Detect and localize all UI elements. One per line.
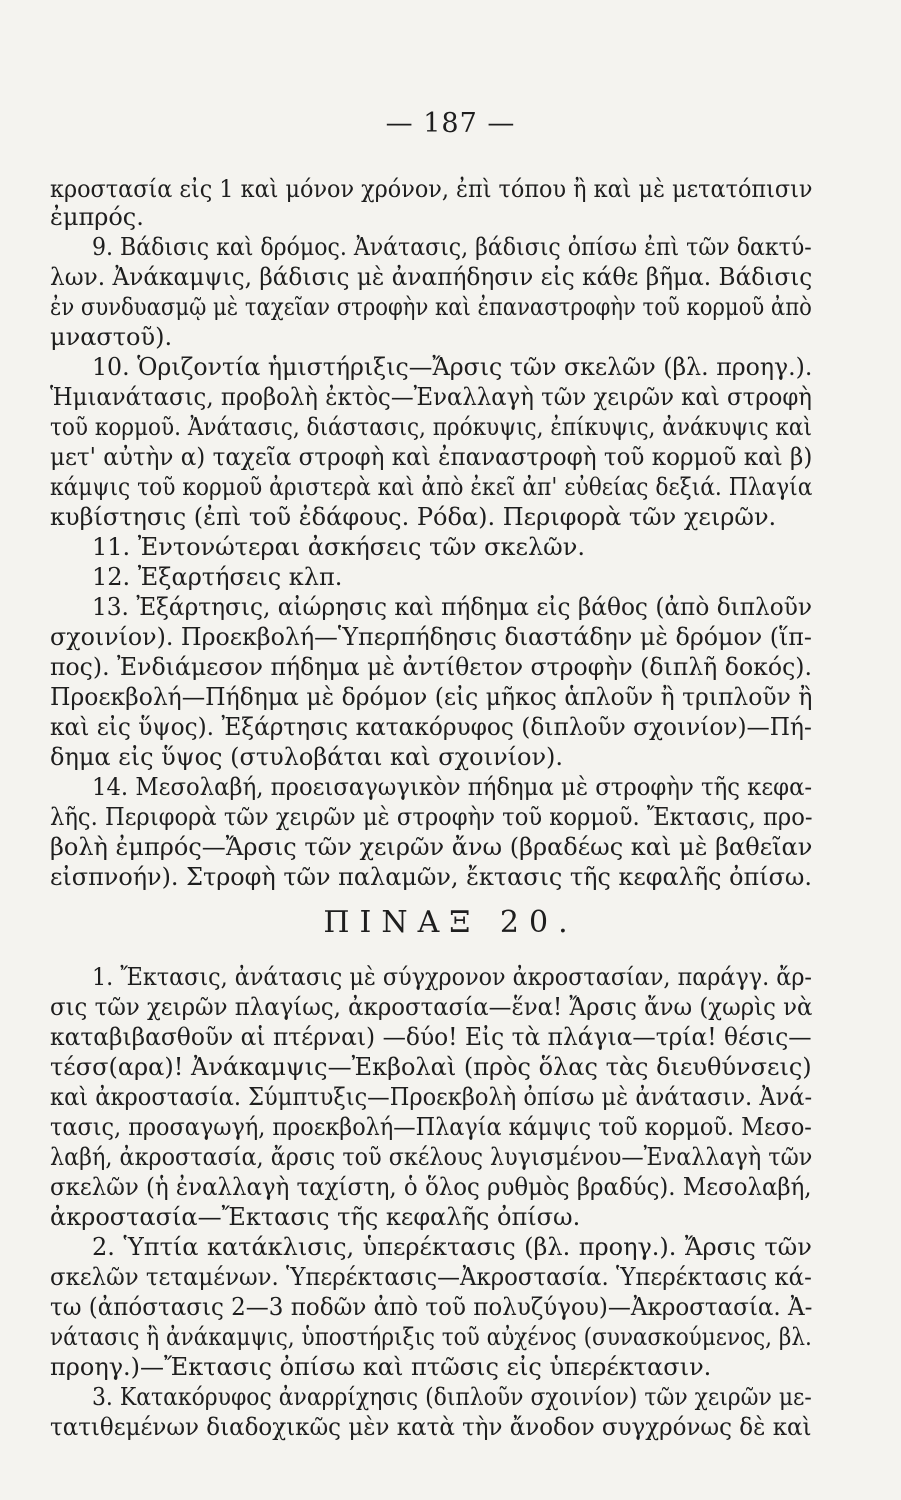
- text-line: καὶ εἰς ὕψος). Ἐξάρτησις κατακόρυφος (διπλοῦν σχοινίον)—Πή-: [50, 713, 812, 741]
- text-line: εἰσπνοήν). Στροφὴ τῶν παλαμῶν, ἔκτασις τῆς κεφαλῆς ὀπίσω.: [50, 863, 813, 891]
- text-line: βολὴ ἐμπρός—Ἄρσις τῶν χειρῶν ἄνω (βραδέως καὶ μὲ βαθεῖαν: [50, 833, 813, 861]
- text-line: Ἡμιανάτασις, προβολὴ ἐκτὸς—Ἐναλλαγὴ τῶν χειρῶν καὶ στροφὴ: [50, 383, 812, 411]
- text-line: τασις, προσαγωγή, προεκβολή—Πλαγία κάμψις τοῦ κορμοῦ. Μεσο-: [50, 1113, 812, 1141]
- text-line: τοῦ κορμοῦ. Ἀνάτασις, διάστασις, πρόκυψις, ἐπίκυψις, ἀνάκυψις καὶ: [50, 413, 812, 441]
- text-line: κάμψις τοῦ κορμοῦ ἀριστερὰ καὶ ἀπὸ ἐκεῖ ἀπ' εὐθείας δεξιά. Πλαγία: [50, 473, 813, 501]
- text-line: νάτασις ἢ ἀνάκαμψις, ὑποστήριξις τοῦ αὐχένος (συνασκούμενος, βλ.: [50, 1323, 812, 1351]
- text-line: 12. Ἐξαρτήσεις κλπ.: [92, 563, 343, 591]
- text-line: Προεκβολή—Πήδημα μὲ δρόμον (εἰς μῆκος ἁπλοῦν ἢ τριπλοῦν ἢ: [50, 683, 813, 711]
- text-line: λων. Ἀνάκαμψις, βάδισις μὲ ἀναπήδησιν εἰς κάθε βῆμα. Βάδισις: [50, 263, 813, 291]
- text-line: λαβή, ἀκροστασία, ἄρσις τοῦ σκέλους λυγισμένου—Ἐναλλαγὴ τῶν: [50, 1143, 813, 1171]
- text-line: σχοινίον). Προεκβολή—Ὑπερπήδησις διαστάδην μὲ δρόμον (ἵπ-: [50, 623, 812, 651]
- page-number: — 187 —: [385, 108, 516, 139]
- text-line: ἐμπρός.: [50, 203, 144, 231]
- text-line: σκελῶν (ἡ ἐναλλαγὴ ταχίστη, ὁ ὅλος ρυθμὸς βραδύς). Μεσολαβή,: [50, 1173, 812, 1201]
- text-line: προηγ.)—Ἔκτασις ὀπίσω καὶ πτῶσις εἰς ὑπερέκτασιν.: [50, 1353, 712, 1381]
- text-line: κροστασία εἰς 1 καὶ μόνον χρόνον, ἐπὶ τόπου ἢ καὶ μὲ μετατόπισιν: [50, 175, 813, 203]
- text-line: 13. Ἐξάρτησις, αἰώρησις καὶ πήδημα εἰς βάθος (ἀπὸ διπλοῦν: [92, 593, 812, 621]
- text-line: μετ' αὐτὴν α) ταχεῖα στροφὴ καὶ ἐπαναστροφὴ τοῦ κορμοῦ καὶ β): [50, 443, 813, 471]
- text-line: καταβιβασθοῦν αἱ πτέρναι) —δύο! Εἰς τὰ πλάγια—τρία! θέσις—: [50, 1023, 812, 1051]
- text-line: 14. Μεσολαβή, προεισαγωγικὸν πήδημα μὲ στροφὴν τῆς κεφα-: [92, 773, 813, 801]
- text-line: 10. Ὁριζοντία ἡμιστήριξις—Ἄρσις τῶν σκελῶν (βλ. προηγ.).: [92, 353, 813, 381]
- text-line: μναστοῦ).: [50, 323, 173, 351]
- text-line: λῆς. Περιφορὰ τῶν χειρῶν μὲ στροφὴν τοῦ κορμοῦ. Ἔκτασις, προ-: [50, 803, 813, 831]
- text-line: 2. Ὑπτία κατάκλισις, ὑπερέκτασις (βλ. προηγ.). Ἄρσις τῶν: [92, 1233, 812, 1261]
- text-line: σκελῶν τεταμένων. Ὑπερέκτασις—Ἀκροστασία. Ὑπερέκτασις κά-: [50, 1263, 812, 1291]
- text-line: τατιθεμένων διαδοχικῶς μὲν κατὰ τὴν ἄνοδον συγχρόνως δὲ καὶ: [50, 1413, 812, 1441]
- text-line: πος). Ἐνδιάμεσον πήδημα μὲ ἀντίθετον στροφὴν (διπλῆ δοκός).: [50, 653, 812, 681]
- text-line: 9. Βάδισις καὶ δρόμος. Ἀνάτασις, βάδισις ὀπίσω ἐπὶ τῶν δακτύ-: [92, 233, 812, 261]
- section-title: ΠΙΝΑΞ 20.: [323, 905, 578, 940]
- text-line: 11. Ἐντονώτεραι ἀσκήσεις τῶν σκελῶν.: [92, 533, 585, 561]
- text-line: καὶ ἀκροστασία. Σύμπτυξις—Προεκβολὴ ὀπίσω μὲ ἀνάτασιν. Ἀνά-: [50, 1083, 813, 1111]
- text-line: σις τῶν χειρῶν πλαγίως, ἀκροστασία—ἕνα! Ἄρσις ἄνω (χωρὶς νὰ: [50, 993, 813, 1021]
- text-line: τω (ἀπόστασις 2—3 ποδῶν ἀπὸ τοῦ πολυζύγου)—Ἀκροστασία. Ἀ-: [50, 1293, 813, 1321]
- text-line: τέσσ(αρα)! Ἀνάκαμψις—Ἐκβολαὶ (πρὸς ὅλας τὰς διευθύνσεις): [50, 1053, 812, 1081]
- text-line: ἀκροστασία—Ἔκτασις τῆς κεφαλῆς ὀπίσω.: [50, 1203, 581, 1231]
- text-line: 3. Κατακόρυφος ἀναρρίχησις (διπλοῦν σχοινίον) τῶν χειρῶν με-: [92, 1383, 812, 1411]
- text-line: ἐν συνδυασμῷ μὲ ταχεῖαν στροφὴν καὶ ἐπαναστροφὴν τοῦ κορμοῦ ἀπὸ: [50, 293, 812, 321]
- text-line: 1. Ἔκτασις, ἀνάτασις μὲ σύγχρονον ἀκροστασίαν, παράγγ. ἄρ-: [92, 963, 812, 991]
- text-line: δημα εἰς ὕψος (στυλοβάται καὶ σχοινίον).: [50, 743, 564, 771]
- text-line: κυβίστησις (ἐπὶ τοῦ ἐδάφους. Ρόδα). Περιφορὰ τῶν χειρῶν.: [50, 503, 777, 531]
